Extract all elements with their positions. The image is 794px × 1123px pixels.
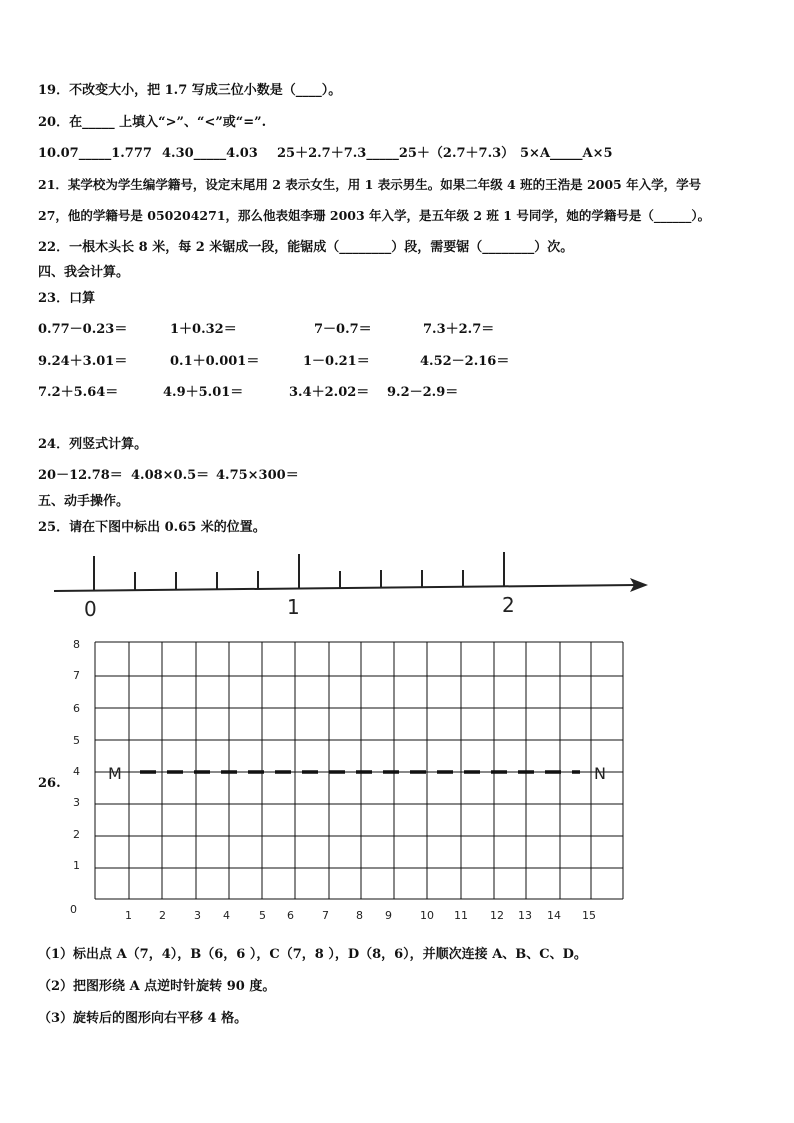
grid-y-label: 7 bbox=[73, 669, 80, 682]
question-20: 20．在_____ 上填入“>”、“<”或“=”. bbox=[38, 115, 267, 130]
oral-calc-r3-c2: 4.9＋5.01＝ bbox=[163, 385, 244, 400]
oral-calc-r2-c1: 9.24＋3.01＝ bbox=[38, 354, 128, 369]
grid-x-label: 11 bbox=[454, 909, 468, 922]
compare-item-4: 5×A_____A×5 bbox=[520, 146, 613, 161]
question-25: 25．请在下图中标出 0.65 米的位置。 bbox=[38, 520, 266, 535]
question-21-line-2: 27，他的学籍号是 050204271，那么他表姐李珊 2003 年入学，是五年级 2 班 1 号同学，她的学籍号是（______）。 bbox=[38, 208, 711, 223]
grid-y-label: 5 bbox=[73, 734, 80, 747]
compare-item-1: 10.07_____1.777 bbox=[38, 146, 152, 161]
question-22: 22．一根木头长 8 米，每 2 米锯成一段，能锯成（________）段，需要锯（________）次。 bbox=[38, 240, 574, 255]
oral-calc-r1-c4: 7.3＋2.7＝ bbox=[423, 322, 495, 337]
section-4-heading: 四、我会计算。 bbox=[38, 265, 130, 280]
oral-calc-r1-c3: 7－0.7＝ bbox=[314, 322, 372, 337]
point-n-label: N bbox=[594, 764, 606, 783]
vertical-calc-1: 20－12.78＝ bbox=[38, 468, 123, 483]
oral-calc-r3-c4: 9.2－2.9＝ bbox=[387, 385, 459, 400]
oral-calc-r2-c3: 1－0.21＝ bbox=[303, 354, 370, 369]
question-26-part-1: （1）标出点 A（7，4），B（6，6 ），C（7，8 ），D（8，6），并顺次连接 A、B、C、D。 bbox=[38, 947, 587, 962]
grid-x-label: 8 bbox=[356, 909, 363, 922]
question-26-part-2: （2）把图形绕 A 点逆时针旋转 90 度。 bbox=[38, 979, 276, 994]
vertical-calc-2: 4.08×0.5＝ bbox=[131, 468, 210, 483]
grid-y-label: 4 bbox=[73, 765, 80, 778]
grid-x-label: 1 bbox=[125, 909, 132, 922]
oral-calc-r1-c2: 1＋0.32＝ bbox=[170, 322, 237, 337]
question-19: 19．不改变大小，把 1.7 写成三位小数是（____）。 bbox=[38, 83, 342, 98]
point-m-label: M bbox=[108, 764, 122, 783]
grid-y-label: 1 bbox=[73, 859, 80, 872]
oral-calc-r3-c3: 3.4＋2.02＝ bbox=[289, 385, 370, 400]
ruler-label-0: 0 bbox=[84, 597, 97, 621]
grid-x-label: 5 bbox=[259, 909, 266, 922]
grid-x-label: 14 bbox=[547, 909, 561, 922]
grid-x-label: 7 bbox=[322, 909, 329, 922]
grid-x-label: 6 bbox=[287, 909, 294, 922]
grid-x-label: 10 bbox=[420, 909, 434, 922]
oral-calc-r3-c1: 7.2＋5.64＝ bbox=[38, 385, 119, 400]
section-5-heading: 五、动手操作。 bbox=[38, 494, 130, 509]
vertical-calc-3: 4.75×300＝ bbox=[216, 468, 299, 483]
grid-y-label: 2 bbox=[73, 828, 80, 841]
question-24: 24．列竖式计算。 bbox=[38, 437, 148, 452]
ruler-label-1: 1 bbox=[287, 595, 300, 619]
question-26: 26. bbox=[38, 776, 61, 791]
grid-x-label: 3 bbox=[194, 909, 201, 922]
grid-y-label: 6 bbox=[73, 702, 80, 715]
grid-origin-label: 0 bbox=[70, 903, 77, 916]
question-21-line-1: 21．某学校为学生编学籍号，设定末尾用 2 表示女生，用 1 表示男生。如果二年级 4 班的王浩是 2005 年入学，学号 bbox=[38, 177, 702, 192]
grid-x-label: 2 bbox=[159, 909, 166, 922]
question-23: 23．口算 bbox=[38, 291, 96, 306]
oral-calc-r2-c4: 4.52－2.16＝ bbox=[420, 354, 510, 369]
grid-y-label: 3 bbox=[73, 796, 80, 809]
grid-y-label: 8 bbox=[73, 638, 80, 651]
grid-x-label: 13 bbox=[518, 909, 532, 922]
question-26-part-3: （3）旋转后的图形向右平移 4 格。 bbox=[38, 1011, 248, 1026]
grid-x-label: 9 bbox=[385, 909, 392, 922]
compare-item-2: 4.30_____4.03 bbox=[162, 146, 258, 161]
compare-item-3: 25＋2.7＋7.3_____25＋（2.7＋7.3） bbox=[277, 146, 515, 161]
grid-x-label: 4 bbox=[223, 909, 230, 922]
oral-calc-r1-c1: 0.77－0.23＝ bbox=[38, 322, 128, 337]
grid-x-label: 12 bbox=[490, 909, 504, 922]
oral-calc-r2-c2: 0.1＋0.001＝ bbox=[170, 354, 260, 369]
grid-x-label: 15 bbox=[582, 909, 596, 922]
ruler-label-2: 2 bbox=[502, 593, 515, 617]
